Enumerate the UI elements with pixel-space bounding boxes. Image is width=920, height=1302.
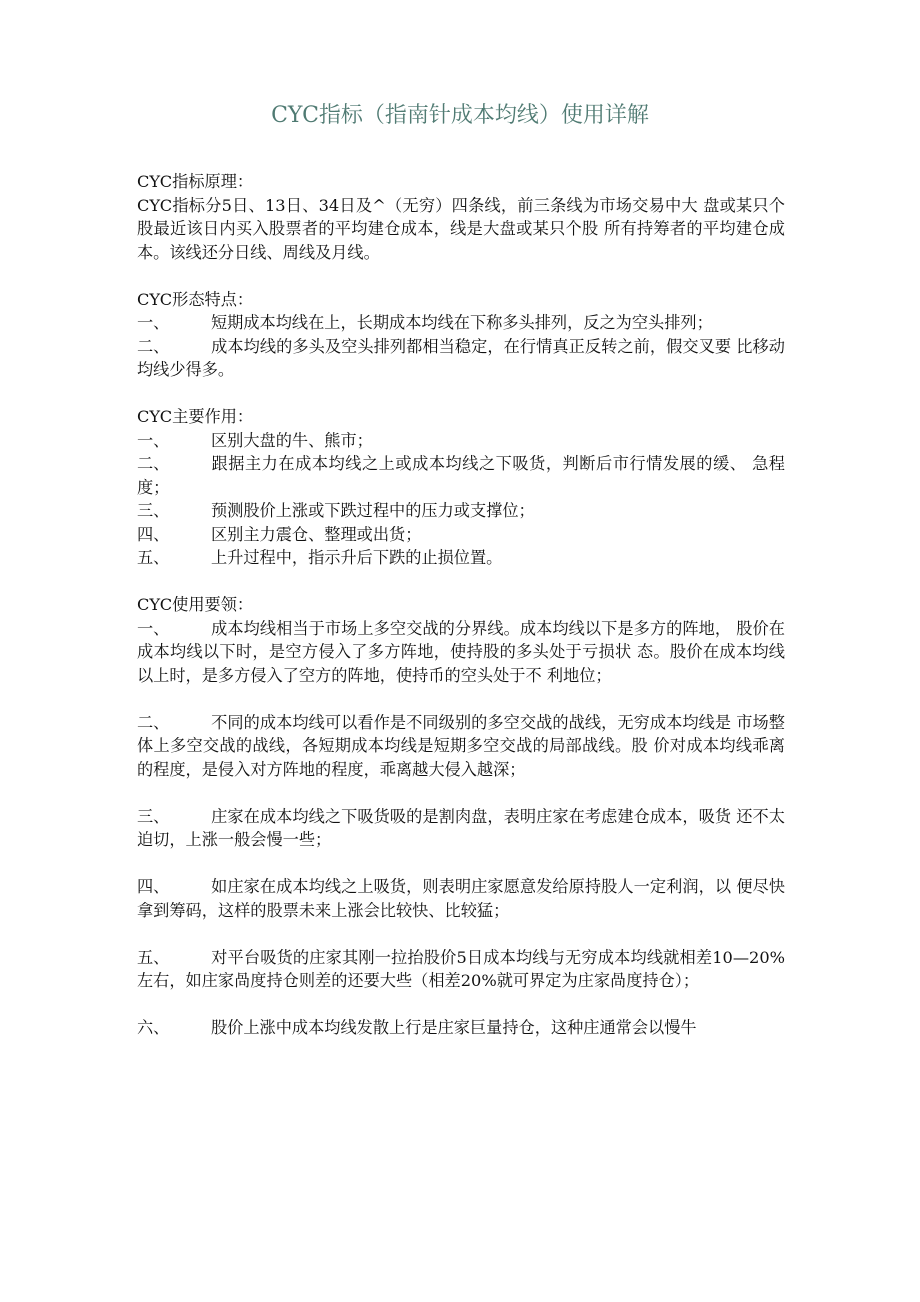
item-number: 二、: [137, 336, 170, 356]
document-body: [137, 170, 785, 1040]
item-text: 上升过程中，指示升后下跌的止损位置。: [211, 548, 503, 567]
spacer: [137, 687, 785, 711]
principle-heading: CYC指标原理：: [137, 172, 254, 191]
item-text: 成本均线的多头及空头排列都相当稳定，在行情真正反转之前，假交叉要 比移动均线少得多。: [137, 336, 785, 379]
usage-item-6: [137, 1016, 785, 1040]
features-heading: CYC形态特点：: [137, 289, 254, 309]
usage-item-4: [137, 875, 785, 922]
item-number: 五、: [137, 548, 170, 567]
item-text: 跟据主力在成本均线之上或成本均线之下吸货，判断后市行情发展的缓、 急程度；: [137, 454, 785, 497]
principle-text: CYC指标分5日、13日、34日及^（无穷）四条线，前三条线为市场交易中大 盘或某只个股最近该日内买入股票者的平均建仓成本，线是大盘或某只个股 所有持筹者的平均建仓成本。该线还分日线、周线及月线。: [137, 195, 785, 262]
usage-item-3: [137, 805, 785, 852]
functions-item-2: [137, 452, 785, 499]
item-text: 对平台吸货的庄家其刚一拉抬股价5日成本均线与无穷成本均线就相差10—20%左右，如庄家咼度持仓则差的还要大些（相差20%就可界定为庄家咼度持仓）；: [137, 947, 785, 990]
item-number: 三、: [137, 806, 170, 826]
spacer: [137, 382, 785, 406]
item-number: 四、: [137, 877, 170, 896]
features-item-1: [137, 311, 785, 335]
usage-item-1: [137, 617, 785, 688]
item-text: 预测股价上涨或下跌过程中的压力或支撑位；: [211, 501, 535, 520]
item-number: 一、: [137, 313, 170, 332]
spacer: [137, 993, 785, 1017]
item-text: 区别主力震仓、整理或出货；: [211, 524, 422, 544]
item-text: 短期成本均线在上，长期成本均线在下称多头排列，反之为空头排列；: [211, 313, 713, 332]
usage-item-2: [137, 711, 785, 782]
item-text: 成本均线相当于市场上多空交战的分界线。成本均线以下是多方的阵地， 股价在成本均线以下时，是空方侵入了多方阵地，使持股的多头处于亏损状 态。股价在成本均线以上时，是多方侵入了空方的阵地，使持币的空头处于不 利地位；: [137, 618, 785, 685]
item-number: 一、: [137, 430, 170, 450]
item-number: 六、: [137, 1018, 170, 1037]
item-number: 五、: [137, 947, 170, 967]
item-text: 庄家在成本均线之下吸货吸的是割肉盘，表明庄家在考虑建仓成本，吸货 还不太迫切，上涨一般会慢一些；: [137, 806, 785, 849]
spacer: [137, 264, 785, 288]
functions-item-5: [137, 546, 785, 570]
spacer: [137, 781, 785, 805]
item-number: 四、: [137, 524, 170, 544]
item-text: 如庄家在成本均线之上吸货，则表明庄家愿意发给原持股人一定利润，以 便尽快拿到筹码，这样的股票未来上涨会比较快、比较猛；: [137, 877, 785, 920]
usage-item-5: [137, 946, 785, 993]
item-number: 二、: [137, 454, 170, 473]
document-title: CYC指标（指南针成本均线）使用详解: [271, 103, 649, 128]
usage-heading: CYC使用要领：: [137, 595, 254, 614]
functions-heading: CYC主要作用：: [137, 407, 254, 426]
item-number: 三、: [137, 501, 170, 520]
spacer: [137, 852, 785, 876]
functions-item-1: [137, 429, 785, 453]
functions-item-3: [137, 499, 785, 523]
features-item-2: [137, 335, 785, 382]
spacer: [137, 570, 785, 594]
item-text: 不同的成本均线可以看作是不同级别的多空交战的战线，无穷成本均线是 市场整体上多空交战的战线，各短期成本均线是短期多空交战的局部战线。股 价对成本均线乖离的程度，是侵入对方阵地的程度，乖离越大侵入越深；: [137, 712, 785, 779]
item-text: 股价上涨中成本均线发散上行是庄家巨量持仓，这种庄通常会以慢牛: [211, 1018, 697, 1037]
item-text: 区别大盘的牛、熊市；: [211, 430, 373, 450]
functions-item-4: [137, 523, 785, 547]
item-number: 一、: [137, 618, 170, 638]
spacer: [137, 922, 785, 946]
item-number: 二、: [137, 712, 170, 732]
